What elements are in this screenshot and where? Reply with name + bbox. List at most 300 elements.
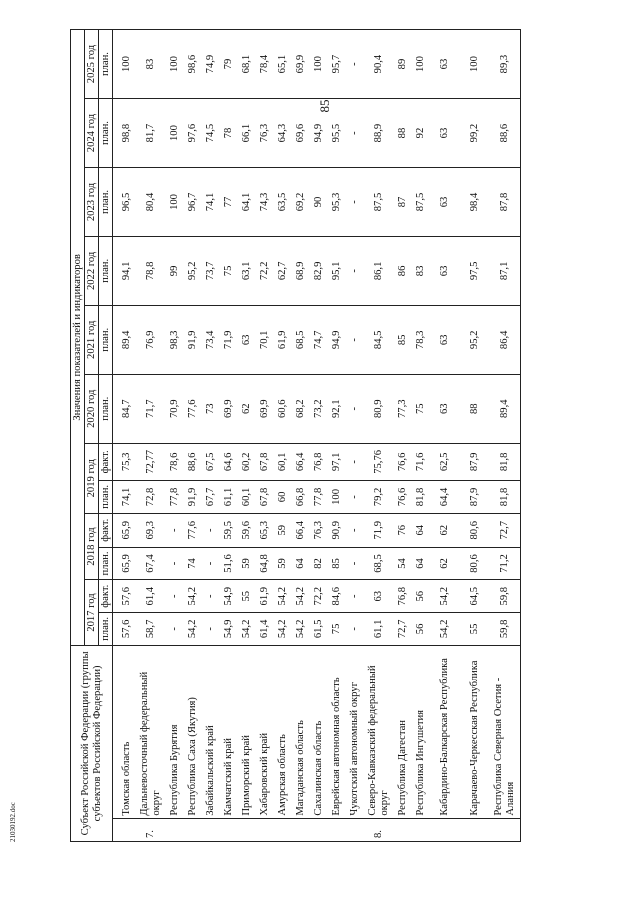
value-cell: 75 [412, 374, 430, 443]
row-number [328, 818, 346, 841]
value-cell: 74,1 [202, 168, 220, 237]
value-cell: 64,4 [430, 481, 460, 514]
value-cell: - [346, 374, 364, 443]
indicators-header: Значения показателей и индикаторов [71, 30, 85, 646]
value-cell: 80,9 [364, 374, 394, 443]
value-cell: 77 [220, 168, 238, 237]
value-cell: 78,4 [256, 30, 274, 99]
value-cell: 76,6 [394, 443, 412, 480]
plan-header: план. [99, 305, 113, 374]
value-cell: 99,2 [460, 99, 490, 168]
value-cell: 51,6 [220, 547, 238, 580]
value-cell: 63,1 [238, 236, 256, 305]
value-cell: 54,9 [220, 580, 238, 613]
value-cell: 74 [184, 547, 202, 580]
value-cell: 76,3 [310, 513, 328, 547]
table-row [328, 30, 346, 842]
value-cell: 98,3 [166, 305, 184, 374]
value-cell: 63 [430, 374, 460, 443]
value-cell: - [346, 443, 364, 480]
value-cell: 88,6 [184, 443, 202, 480]
value-cell: 63 [238, 305, 256, 374]
value-cell: 64 [292, 547, 310, 580]
value-cell: 74,3 [256, 168, 274, 237]
value-cell: 100 [113, 30, 137, 99]
value-cell: 54,2 [430, 613, 460, 646]
value-cell: 61,9 [256, 580, 274, 613]
value-cell: 63 [430, 236, 460, 305]
row-number [292, 818, 310, 841]
value-cell: - [202, 580, 220, 613]
subject-name: Чукотский автономный округ [346, 645, 364, 818]
value-cell: 80,6 [460, 513, 490, 547]
value-cell: 56 [412, 580, 430, 613]
value-cell: - [166, 580, 184, 613]
value-cell: 63 [430, 305, 460, 374]
value-cell: 79 [220, 30, 238, 99]
value-cell: 97,1 [328, 443, 346, 480]
value-cell: 71,9 [220, 305, 238, 374]
value-cell: 83 [136, 30, 166, 99]
value-cell: 77,8 [310, 481, 328, 514]
row-number [412, 818, 430, 841]
value-cell: 59,5 [220, 513, 238, 547]
value-cell: 59,8 [490, 613, 521, 646]
value-cell: 60,1 [274, 443, 292, 480]
value-cell: 96,7 [184, 168, 202, 237]
value-cell: 72,77 [136, 443, 166, 480]
value-cell: 62 [430, 513, 460, 547]
value-cell: 68,9 [292, 236, 310, 305]
value-cell: 72,2 [310, 580, 328, 613]
value-cell: - [166, 547, 184, 580]
value-cell: 89 [394, 30, 412, 99]
value-cell: 89,4 [113, 305, 137, 374]
value-cell: 100 [166, 99, 184, 168]
value-cell: 76,8 [310, 443, 328, 480]
value-cell: 81,8 [412, 481, 430, 514]
table-row [394, 30, 412, 842]
subject-name: Камчатский край [220, 645, 238, 818]
value-cell: 77,6 [184, 513, 202, 547]
year-header: 2025 год [85, 30, 99, 99]
value-cell: 76,3 [256, 99, 274, 168]
value-cell: 98,8 [113, 99, 137, 168]
plan-header: план. [99, 547, 113, 580]
value-cell: 72,2 [256, 236, 274, 305]
value-cell: 82,9 [310, 236, 328, 305]
value-cell: 54 [394, 547, 412, 580]
subject-name: Сахалинская область [310, 645, 328, 818]
value-cell: 97,5 [460, 236, 490, 305]
value-cell: 66,1 [238, 99, 256, 168]
table-row [113, 30, 137, 842]
value-cell: 90,9 [328, 513, 346, 547]
value-cell: 95,5 [328, 99, 346, 168]
value-cell: 59,6 [238, 513, 256, 547]
value-cell: 54,2 [292, 613, 310, 646]
value-cell: 89,3 [490, 30, 521, 99]
value-cell: - [202, 513, 220, 547]
value-cell: 74,9 [202, 30, 220, 99]
value-cell: 73,4 [202, 305, 220, 374]
value-cell: 71,6 [412, 443, 430, 480]
value-cell: 74,1 [113, 481, 137, 514]
row-number: 8. [364, 818, 394, 841]
fact-header: факт. [99, 513, 113, 547]
value-cell: 95,2 [460, 305, 490, 374]
value-cell: 65,9 [113, 547, 137, 580]
value-cell: 75,76 [364, 443, 394, 480]
value-cell: 65,9 [113, 513, 137, 547]
table-row [274, 30, 292, 842]
value-cell: - [346, 168, 364, 237]
value-cell: - [346, 30, 364, 99]
value-cell: 95,3 [328, 168, 346, 237]
value-cell: 67,7 [202, 481, 220, 514]
value-cell: 69,9 [220, 374, 238, 443]
value-cell: 85 [328, 547, 346, 580]
row-number [184, 818, 202, 841]
value-cell: 97,6 [184, 99, 202, 168]
value-cell: 100 [310, 30, 328, 99]
value-cell: 91,9 [184, 481, 202, 514]
value-cell: 84,5 [364, 305, 394, 374]
value-cell: 69,2 [292, 168, 310, 237]
year-header: 2021 год [85, 305, 99, 374]
subject-name: Забайкальский край [202, 645, 220, 818]
value-cell: 91,9 [184, 305, 202, 374]
plan-header: план. [99, 99, 113, 168]
row-number [460, 818, 490, 841]
value-cell: 88 [460, 374, 490, 443]
value-cell: 86 [394, 236, 412, 305]
value-cell: 85 [394, 305, 412, 374]
value-cell: 54,2 [292, 580, 310, 613]
value-cell: 81,8 [490, 481, 521, 514]
value-cell: 78,3 [412, 305, 430, 374]
value-cell: 68,1 [238, 30, 256, 99]
value-cell: 77,3 [394, 374, 412, 443]
value-cell: 55 [238, 580, 256, 613]
value-cell: 63 [430, 30, 460, 99]
value-cell: 57,6 [113, 580, 137, 613]
value-cell: - [346, 305, 364, 374]
value-cell: 65,3 [256, 513, 274, 547]
value-cell: 69,6 [292, 99, 310, 168]
row-number [202, 818, 220, 841]
subject-name: Томская область [113, 645, 137, 818]
year-header: 2018 год [85, 513, 99, 580]
value-cell: 89,4 [490, 374, 521, 443]
value-cell: 95,1 [328, 236, 346, 305]
value-cell: 83 [412, 236, 430, 305]
value-cell: - [166, 613, 184, 646]
value-cell: 60 [274, 481, 292, 514]
year-header: 2022 год [85, 236, 99, 305]
table-row [166, 30, 184, 842]
subject-name: Приморский край [238, 645, 256, 818]
value-cell: 84,6 [328, 580, 346, 613]
value-cell: 61,5 [310, 613, 328, 646]
value-cell: 80,4 [136, 168, 166, 237]
value-cell: 64 [412, 547, 430, 580]
value-cell: 87 [394, 168, 412, 237]
subject-name: Амурская область [274, 645, 292, 818]
value-cell: 71,7 [136, 374, 166, 443]
value-cell: 76,6 [394, 481, 412, 514]
value-cell: 66,4 [292, 443, 310, 480]
rotated-table-container [70, 29, 570, 842]
value-cell: 54,2 [184, 580, 202, 613]
row-number [430, 818, 460, 841]
year-header: 2017 год [85, 580, 99, 645]
value-cell: 62,5 [430, 443, 460, 480]
table-row [238, 30, 256, 842]
value-cell: 70,1 [256, 305, 274, 374]
value-cell: - [346, 513, 364, 547]
value-cell: 61,1 [364, 613, 394, 646]
value-cell: 87,9 [460, 443, 490, 480]
table-row [364, 30, 394, 842]
plan-header: план. [99, 30, 113, 99]
value-cell: 64,6 [220, 443, 238, 480]
value-cell: 73,7 [202, 236, 220, 305]
subject-header: Субъект Российской Федерации (группы субъектов Российской Федерации) [71, 645, 113, 841]
subject-name: Дальневосточный федеральный округ [136, 645, 166, 818]
value-cell: 59 [238, 547, 256, 580]
value-cell: 64,8 [256, 547, 274, 580]
value-cell: 67,8 [256, 481, 274, 514]
table-row [412, 30, 430, 842]
value-cell: 99 [166, 236, 184, 305]
value-cell: 87,1 [490, 236, 521, 305]
value-cell: 76,8 [394, 580, 412, 613]
value-cell: 62 [430, 547, 460, 580]
value-cell: 65,1 [274, 30, 292, 99]
value-cell: 82 [310, 547, 328, 580]
value-cell: 54,9 [220, 613, 238, 646]
value-cell: 95,7 [328, 30, 346, 99]
value-cell: 96,5 [113, 168, 137, 237]
value-cell: 68,5 [364, 547, 394, 580]
subject-name: Хабаровский край [256, 645, 274, 818]
value-cell: 87,5 [412, 168, 430, 237]
value-cell: 87,8 [490, 168, 521, 237]
value-cell: 63,5 [274, 168, 292, 237]
value-cell: 70,9 [166, 374, 184, 443]
value-cell: 61,4 [256, 613, 274, 646]
table-row [256, 30, 274, 842]
plan-header: план. [99, 374, 113, 443]
value-cell: 56 [412, 613, 430, 646]
subject-name: Карачаево-Черкесская Республика [460, 645, 490, 818]
value-cell: 76 [394, 513, 412, 547]
value-cell: 72,8 [136, 481, 166, 514]
value-cell: 64,5 [460, 580, 490, 613]
value-cell: 60,6 [274, 374, 292, 443]
value-cell: 62 [238, 374, 256, 443]
value-cell: 100 [460, 30, 490, 99]
year-header: 2019 год [85, 443, 99, 513]
value-cell: 67,5 [202, 443, 220, 480]
value-cell: 61,4 [136, 580, 166, 613]
table-row [346, 30, 364, 842]
table-body [113, 30, 521, 842]
value-cell: 75,3 [113, 443, 137, 480]
value-cell: 92 [412, 99, 430, 168]
value-cell: 88 [394, 99, 412, 168]
row-number [274, 818, 292, 841]
indicators-table [70, 29, 521, 842]
subject-name: Республика Саха (Якутия) [184, 645, 202, 818]
subject-name: Кабардино-Балкарская Республика [430, 645, 460, 818]
value-cell: - [166, 513, 184, 547]
value-cell: 71,9 [364, 513, 394, 547]
plan-header: план. [99, 168, 113, 237]
value-cell: 63 [430, 99, 460, 168]
value-cell: 59 [274, 513, 292, 547]
value-cell: 84,7 [113, 374, 137, 443]
value-cell: 62,7 [274, 236, 292, 305]
value-cell: 81,8 [490, 443, 521, 480]
table-row [292, 30, 310, 842]
value-cell: 55 [460, 613, 490, 646]
row-number: 7. [136, 818, 166, 841]
subject-name: Республика Северная Осетия - Алания [490, 645, 521, 818]
row-number [346, 818, 364, 841]
value-cell: 67,4 [136, 547, 166, 580]
value-cell: 54,2 [274, 580, 292, 613]
value-cell: - [346, 613, 364, 646]
value-cell: 60,1 [238, 481, 256, 514]
value-cell: 98,6 [184, 30, 202, 99]
row-number [220, 818, 238, 841]
value-cell: 90 [310, 168, 328, 237]
value-cell: 68,5 [292, 305, 310, 374]
value-cell: - [346, 99, 364, 168]
value-cell: 80,6 [460, 547, 490, 580]
row-number [394, 818, 412, 841]
value-cell: 87,9 [460, 481, 490, 514]
fact-header: факт. [99, 443, 113, 480]
value-cell: 90,4 [364, 30, 394, 99]
subject-name: Республика Ингушетия [412, 645, 430, 818]
value-cell: 94,9 [328, 305, 346, 374]
value-cell: 86,1 [364, 236, 394, 305]
row-number [238, 818, 256, 841]
value-cell: - [346, 236, 364, 305]
table-row [136, 30, 166, 842]
value-cell: 94,9 [310, 99, 328, 168]
value-cell: 95,2 [184, 236, 202, 305]
year-header: 2024 год [85, 99, 99, 168]
value-cell: 54,2 [238, 613, 256, 646]
value-cell: 63 [430, 168, 460, 237]
row-number [490, 818, 521, 841]
value-cell: 61,1 [220, 481, 238, 514]
plan-header: план. [99, 236, 113, 305]
row-number [113, 818, 137, 841]
row-number [256, 818, 274, 841]
value-cell: 72,7 [490, 513, 521, 547]
value-cell: 64,3 [274, 99, 292, 168]
value-cell: 77,8 [166, 481, 184, 514]
value-cell: 64 [412, 513, 430, 547]
page-number: 85 [317, 99, 332, 113]
value-cell: 64,1 [238, 168, 256, 237]
subject-name: Еврейская автономная область [328, 645, 346, 818]
value-cell: 79,2 [364, 481, 394, 514]
row-number [310, 818, 328, 841]
value-cell: 54,2 [274, 613, 292, 646]
value-cell: - [202, 613, 220, 646]
value-cell: 81,7 [136, 99, 166, 168]
value-cell: 54,2 [184, 613, 202, 646]
value-cell: 67,8 [256, 443, 274, 480]
value-cell: - [346, 481, 364, 514]
table-row [490, 30, 521, 842]
table-row [202, 30, 220, 842]
value-cell: 69,3 [136, 513, 166, 547]
value-cell: 100 [412, 30, 430, 99]
value-cell: 98,4 [460, 168, 490, 237]
value-cell: 78,8 [136, 236, 166, 305]
plan-header: план. [99, 613, 113, 646]
value-cell: 59,8 [490, 580, 521, 613]
value-cell: 100 [166, 168, 184, 237]
fact-header: факт. [99, 580, 113, 613]
value-cell: 100 [166, 30, 184, 99]
value-cell: - [346, 547, 364, 580]
value-cell: 74,5 [202, 99, 220, 168]
table-row [430, 30, 460, 842]
value-cell: 94,1 [113, 236, 137, 305]
table-row [310, 30, 328, 842]
value-cell: 78,6 [166, 443, 184, 480]
subject-name: Республика Бурятия [166, 645, 184, 818]
value-cell: 100 [328, 481, 346, 514]
value-cell: 69,9 [256, 374, 274, 443]
value-cell: 86,4 [490, 305, 521, 374]
subject-name: Магаданская область [292, 645, 310, 818]
value-cell: 75 [328, 613, 346, 646]
table-row [184, 30, 202, 842]
value-cell: 71,2 [490, 547, 521, 580]
value-cell: 88,9 [364, 99, 394, 168]
subject-name: Северо-Кавказский федеральный округ [364, 645, 394, 818]
value-cell: 57,6 [113, 613, 137, 646]
document-filename: 21030192.doc [9, 802, 17, 842]
value-cell: 87,5 [364, 168, 394, 237]
value-cell: 72,7 [394, 613, 412, 646]
value-cell: 54,2 [430, 580, 460, 613]
value-cell: 69,9 [292, 30, 310, 99]
value-cell: 63 [364, 580, 394, 613]
table-row [460, 30, 490, 842]
value-cell: 75 [220, 236, 238, 305]
table-row [220, 30, 238, 842]
value-cell: 66,4 [292, 513, 310, 547]
value-cell: 60,2 [238, 443, 256, 480]
value-cell: - [346, 580, 364, 613]
value-cell: 59 [274, 547, 292, 580]
value-cell: 73 [202, 374, 220, 443]
value-cell: 58,7 [136, 613, 166, 646]
year-header: 2023 год [85, 168, 99, 237]
value-cell: 92,1 [328, 374, 346, 443]
value-cell: 61,9 [274, 305, 292, 374]
